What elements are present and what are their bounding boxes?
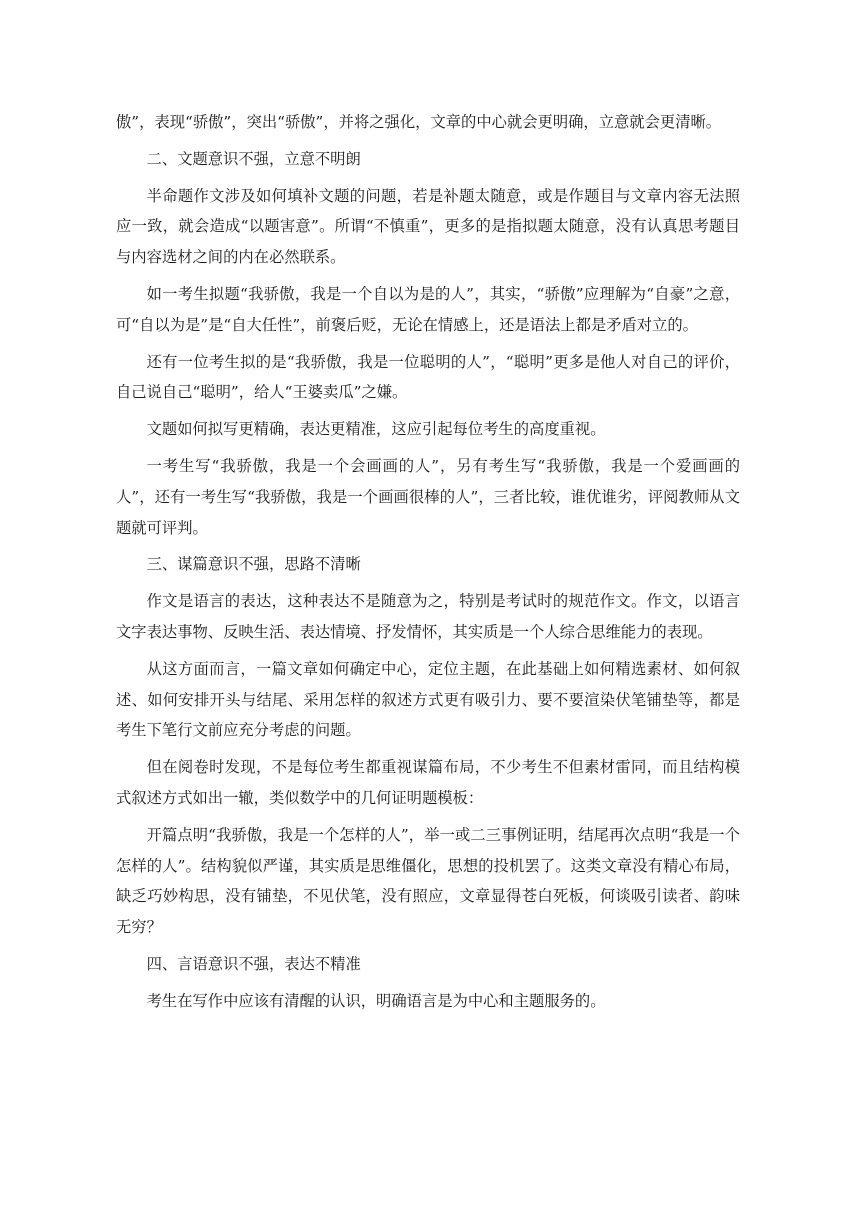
paragraph: 还有一位考生拟的是“我骄傲，我是一位聪明的人”，“聪明”更多是他人对自己的评价，自己说自己“聪明”，给人“王婆卖瓜”之嫌。 <box>116 352 740 402</box>
paragraph: 文题如何拟写更精确，表达更精准，这应引起每位考生的高度重视。 <box>146 420 606 439</box>
section-heading-4: 四、言语意识不强，表达不精准 <box>146 954 361 973</box>
paragraph: 作文是语言的表达，这种表达不是随意为之，特别是考试时的规范作文。作文，以语言文字表达事物、反映生活、表达情境、抒发情怀，其实质是一个人综合思维能力的表现。 <box>116 592 740 641</box>
document-body <box>116 107 740 1023</box>
section-heading-2: 二、文题意识不强，立意不明朗 <box>146 149 361 168</box>
paragraph-continuation: 傲”，表现“骄傲”，突出“骄傲”，并将之强化，文章的中心就会更明确，立意就会更清晰。 <box>116 113 722 131</box>
paragraph: 从这方面而言，一篇文章如何确定中心，定位主题，在此基础上如何精选素材、如何叙述、如何安排开头与结尾、采用怎样的叙述方式更有吸引力、要不要渲染伏笔铺垫等，都是考生下笔行文前应充分考虑的问题。 <box>116 659 740 740</box>
paragraph: 考生在写作中应该有清醒的认识，明确语言是为中心和主题服务的。 <box>146 991 606 1010</box>
paragraph: 半命题作文涉及如何填补文题的问题，若是补题太随意，或是作题目与文章内容无法照应一致，就会造成“以题害意”。所谓“不慎重”，更多的是指拟题太随意，没有认真思考题目与内容选材之间的内在必然联系。 <box>116 186 740 267</box>
section-heading-3: 三、谋篇意识不强，思路不清晰 <box>146 555 361 574</box>
paragraph: 开篇点明“我骄傲，我是一个怎样的人”，举一或二三事例证明，结尾再次点明“我是一个怎样的人”。结构貌似严谨，其实质是思维僵化，思想的投机罢了。这类文章没有精心布局，缺乏巧妙构思，没有铺垫，不见伏笔，没有照应，文章显得苍白死板，何谈吸引读者、韵味无穷？ <box>116 825 740 937</box>
paragraph: 如一考生拟题“我骄傲，我是一个自以为是的人”，其实，“骄傲”应理解为“自豪”之意，可“自以为是”是“自大任性”，前褒后贬，无论在情感上，还是语法上都是矛盾对立的。 <box>116 284 740 334</box>
paragraph: 但在阅卷时发现，不是每位考生都重视谋篇布局，不少考生不但素材雷同，而且结构模式叙述方式如出一辙，类似数学中的几何证明题模板： <box>116 758 740 807</box>
paragraph: 一考生写“我骄傲，我是一个会画画的人”，另有考生写“我骄傲，我是一个爱画画的人”，还有一考生写“我骄傲，我是一个画画很棒的人”，三者比较，谁优谁劣，评阅教师从文题就可评判。 <box>116 456 740 537</box>
